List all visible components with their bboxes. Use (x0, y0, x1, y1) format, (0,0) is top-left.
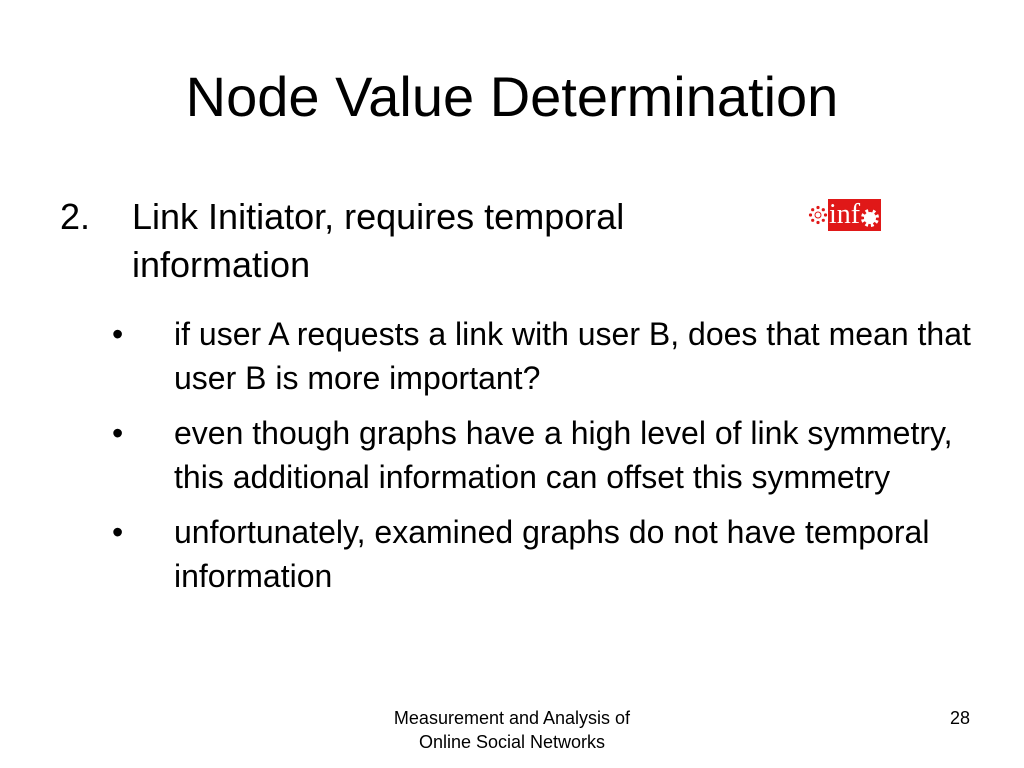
bullet-text: unfortunately, examined graphs do not have temporal information (174, 514, 930, 594)
footer-course-title (362, 706, 662, 754)
bullet-item (112, 510, 972, 598)
info-o-icon (861, 209, 879, 227)
info-text: inf (829, 199, 861, 230)
footer-line-2: Online Social Networks (418, 732, 606, 752)
info-sun-icon (808, 205, 828, 225)
bullet-text: if user A requests a link with user B, does that mean that user B is more important? (174, 316, 971, 396)
bullet-marker: • (112, 316, 124, 352)
bullet-list (112, 312, 972, 609)
bullet-marker: • (112, 415, 124, 451)
item-number: 2. (60, 196, 91, 237)
bullet-item (112, 312, 972, 400)
footer-line-1: Measurement and Analysis of (393, 708, 631, 728)
item-text: Link Initiator, requires temporal information (132, 196, 625, 285)
info-box (828, 199, 881, 231)
info-badge (808, 198, 894, 232)
page-number: 28 (949, 708, 970, 728)
bullet-item (112, 411, 972, 499)
slide-title: Node Value Determination (185, 65, 839, 128)
bullet-marker: • (112, 514, 124, 550)
bullet-text: even though graphs have a high level of link symmetry, this additional information can offset this symmetry (174, 415, 953, 495)
